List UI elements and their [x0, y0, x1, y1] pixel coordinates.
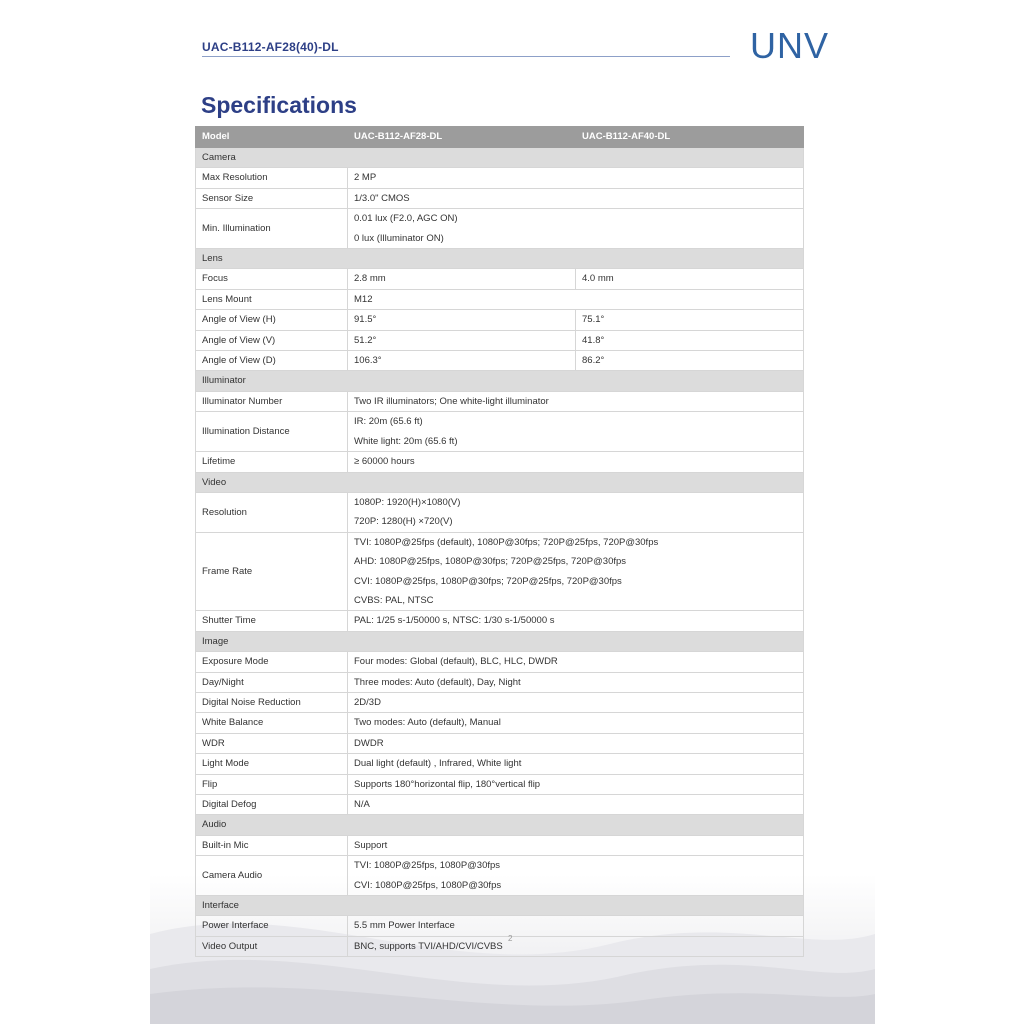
row-value-af28: 106.3°	[348, 351, 576, 371]
row-label: Sensor Size	[196, 188, 348, 208]
row-value	[348, 492, 804, 532]
row-label: Lifetime	[196, 452, 348, 472]
page-number: 2	[508, 934, 513, 943]
section-title: Lens	[196, 249, 804, 269]
value-line: N/A	[354, 799, 370, 810]
row-value	[348, 188, 804, 208]
row-value-af28: 91.5°	[348, 310, 576, 330]
row-value-af40: 4.0 mm	[576, 269, 804, 289]
row-label: Angle of View (V)	[196, 330, 348, 350]
table-row	[196, 351, 804, 371]
table-row	[196, 856, 804, 896]
value-line: CVBS: PAL, NTSC	[354, 594, 434, 606]
table-row	[196, 289, 804, 309]
value-line: Two modes: Auto (default), Manual	[354, 717, 501, 729]
row-value-af40: 41.8°	[576, 330, 804, 350]
table-row	[196, 412, 804, 452]
table-row	[196, 754, 804, 774]
row-value	[348, 532, 804, 611]
section-title: Illuminator	[196, 371, 804, 391]
document-model-header: UAC-B112-AF28(40)-DL	[202, 40, 339, 54]
value-line: 0 lux (Illuminator ON)	[354, 232, 444, 244]
row-label: Illuminator Number	[196, 391, 348, 411]
row-label: Frame Rate	[196, 532, 348, 611]
row-label: Illumination Distance	[196, 412, 348, 452]
value-line: TVI: 1080P@25fps (default), 1080P@30fps; 720P@25fps, 720P@30fps	[354, 536, 659, 548]
row-label: Angle of View (H)	[196, 310, 348, 330]
section-title: Audio	[196, 815, 804, 835]
section-row	[196, 249, 804, 269]
section-title: Interface	[196, 896, 804, 916]
row-label: Built-in Mic	[196, 835, 348, 855]
row-label: Power Interface	[196, 916, 348, 936]
value-line: DWDR	[354, 737, 384, 749]
value-line: Dual light (default) , Infrared, White light	[354, 758, 522, 770]
row-label: Angle of View (D)	[196, 351, 348, 371]
value-line: 2D/3D	[354, 696, 381, 708]
row-value	[348, 835, 804, 855]
value-line: PAL: 1/25 s-1/50000 s, NTSC: 1/30 s-1/50000 s	[354, 615, 555, 627]
row-value-af28: 2.8 mm	[348, 269, 576, 289]
table-row	[196, 692, 804, 712]
table-row	[196, 452, 804, 472]
spec-page	[150, 0, 875, 1024]
table-row	[196, 492, 804, 532]
row-label: Shutter Time	[196, 611, 348, 631]
row-label: Day/Night	[196, 672, 348, 692]
row-value	[348, 733, 804, 753]
header-divider	[202, 56, 730, 57]
row-value	[348, 289, 804, 309]
row-label: Camera Audio	[196, 856, 348, 896]
table-row	[196, 391, 804, 411]
value-line: 1080P: 1920(H)×1080(V)	[354, 496, 461, 508]
specifications-table	[195, 126, 804, 957]
row-label: Flip	[196, 774, 348, 794]
table-row	[196, 916, 804, 936]
row-value	[348, 391, 804, 411]
value-line: 0.01 lux (F2.0, AGC ON)	[354, 213, 458, 225]
value-line: Supports 180°horizontal flip, 180°vertical flip	[354, 778, 541, 790]
table-row	[196, 652, 804, 672]
unv-logo: UNV	[750, 25, 830, 66]
row-label: Focus	[196, 269, 348, 289]
row-value	[348, 856, 804, 896]
value-line: 2 MP	[354, 172, 377, 184]
value-line: Two IR illuminators; One white-light illuminator	[354, 395, 549, 407]
row-value	[348, 692, 804, 712]
section-row	[196, 472, 804, 492]
row-value	[348, 795, 804, 815]
row-value	[348, 916, 804, 936]
section-row	[196, 896, 804, 916]
section-title: Image	[196, 631, 804, 651]
value-line: White light: 20m (65.6 ft)	[354, 435, 458, 447]
row-value	[348, 209, 804, 249]
value-line: IR: 20m (65.6 ft)	[354, 416, 423, 428]
table-row	[196, 310, 804, 330]
section-row	[196, 371, 804, 391]
page-title: Specifications	[201, 92, 357, 118]
table-row	[196, 532, 804, 611]
table-row	[196, 774, 804, 794]
row-label: Digital Defog	[196, 795, 348, 815]
section-row	[196, 815, 804, 835]
row-value	[348, 452, 804, 472]
table-header-cell: UAC-B112-AF28-DL	[348, 127, 576, 148]
row-value	[348, 168, 804, 188]
value-line: BNC, supports TVI/AHD/CVI/CVBS	[354, 940, 503, 952]
value-line: AHD: 1080P@25fps, 1080P@30fps; 720P@25fps, 720P@30fps	[354, 556, 627, 568]
row-value	[348, 672, 804, 692]
value-line: 1/3.0" CMOS	[354, 192, 410, 204]
table-row	[196, 733, 804, 753]
row-label: Resolution	[196, 492, 348, 532]
table-row	[196, 330, 804, 350]
table-row	[196, 188, 804, 208]
value-line: Three modes: Auto (default), Day, Night	[354, 676, 521, 688]
row-label: Max Resolution	[196, 168, 348, 188]
table-header-cell: UAC-B112-AF40-DL	[576, 127, 804, 148]
row-label: WDR	[196, 733, 348, 753]
row-label: Video Output	[196, 936, 348, 956]
table-row	[196, 209, 804, 249]
row-value	[348, 611, 804, 631]
table-row	[196, 835, 804, 855]
row-value	[348, 754, 804, 774]
table-row	[196, 269, 804, 289]
section-title: Video	[196, 472, 804, 492]
row-value-af28: 51.2°	[348, 330, 576, 350]
section-row	[196, 148, 804, 168]
table-row	[196, 672, 804, 692]
value-line: TVI: 1080P@25fps, 1080P@30fps	[354, 860, 501, 872]
table-row	[196, 168, 804, 188]
row-value	[348, 774, 804, 794]
row-value-af40: 75.1°	[576, 310, 804, 330]
row-label: Exposure Mode	[196, 652, 348, 672]
table-row	[196, 611, 804, 631]
value-line: CVI: 1080P@25fps, 1080P@30fps; 720P@25fps, 720P@30fps	[354, 575, 622, 587]
value-line: M12	[354, 293, 373, 305]
row-label: White Balance	[196, 713, 348, 733]
table-header-row	[196, 127, 804, 148]
row-value	[348, 652, 804, 672]
row-label: Min. Illumination	[196, 209, 348, 249]
table-row	[196, 936, 804, 956]
table-row	[196, 795, 804, 815]
value-line: 5.5 mm Power Interface	[354, 920, 455, 932]
row-value	[348, 412, 804, 452]
section-row	[196, 631, 804, 651]
value-line: CVI: 1080P@25fps, 1080P@30fps	[354, 879, 502, 891]
row-value	[348, 936, 804, 956]
row-label: Lens Mount	[196, 289, 348, 309]
row-value-af40: 86.2°	[576, 351, 804, 371]
table-body	[196, 148, 804, 957]
section-title: Camera	[196, 148, 804, 168]
value-line: 720P: 1280(H) ×720(V)	[354, 516, 453, 528]
value-line: Support	[354, 839, 388, 851]
row-value	[348, 713, 804, 733]
row-label: Digital Noise Reduction	[196, 692, 348, 712]
value-line: Four modes: Global (default), BLC, HLC, DWDR	[354, 656, 558, 668]
table-header-cell: Model	[196, 127, 348, 148]
row-label: Light Mode	[196, 754, 348, 774]
value-line: ≥ 60000 hours	[354, 456, 415, 468]
table-row	[196, 713, 804, 733]
